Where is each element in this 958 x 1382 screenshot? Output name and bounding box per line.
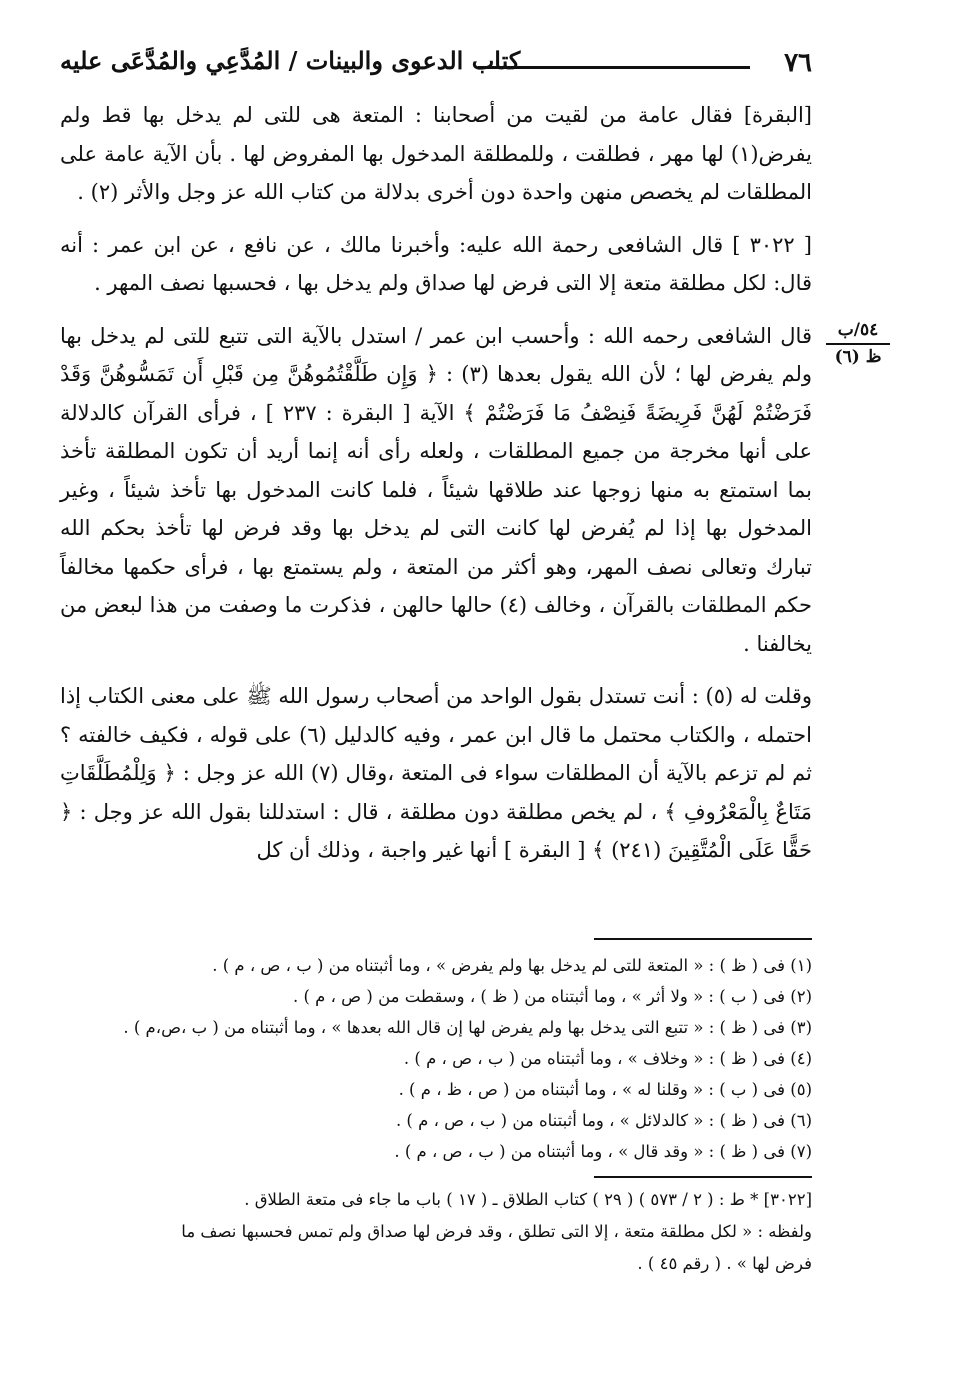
paragraph-shafii-commentary: قال الشافعى رحمه الله : وأحسب ابن عمر / استدل بالآية التى تتبع للتى لم يدخل بها ولم يفرض لها ؛ لأن الله يقول بعدها (٣) : ﴿ وَإِن طَلَّقْتُمُوهُنَّ مِن قَبْلِ أَن تَمَسُّوهُنَّ وَقَدْ فَرَضْتُمْ لَهُنَّ فَرِيضَةً فَنِصْفُ مَا فَرَضْتُمْ ﴾ الآية [ البقرة : ٢٣٧ ] ، فرأى القرآن كالدلالة على أنها مخرجة من جميع المطلقات ، ولعله رأى أنه إنما أريد أن تكون المطلقة تأخذ بما استمتع به منها زوجها عند طلاقها شيئاً ، فلما كانت المدخول بها تأخذ شيئاً ، وغير المدخول بها إذا لم يُفرض لها كانت التى لم يدخل بها وقد فرض لها تأخذ بحكم الله تبارك وتعالى نصف المهر، وهو أكثر من المتعة ، ولم يستمتع بها ، فرأى حكمها مخالفاً حكم المطلقات بالقرآن ، وخالف (٤) حالها حالهن ، فذكرت ما وصفت من هذا لبعض من يخالفنا . (60, 323, 813, 656)
page-header (60, 44, 812, 84)
folio-marker: ٥٤/ب (826, 318, 890, 345)
footnote: (١) فى ( ظ ) : « المتعة للتى لم يدخل بها ولم يفرض » ، وما أثبتناه من ( ب ، ص ، م ) . (212, 956, 812, 975)
source-line: [٣٠٢٢] * ط : ( ٢ / ٥٧٣ ) ( ٢٩ ) كتاب الطلاق ـ ( ١٧ ) باب ما جاء فى متعة الطلاق . (244, 1190, 812, 1209)
main-text (60, 96, 812, 880)
manuscript-margin-note (826, 318, 890, 369)
footnote: (٧) فى ( ظ ) : « وقد قال » ، وما أثبتناه من ( ب ، ص ، م ) . (394, 1142, 812, 1161)
paragraph-hadith-3022: [ ٣٠٢٢ ] قال الشافعى رحمة الله عليه: وأخبرنا مالك ، عن نافع ، عن ابن عمر : أنه قال: لكل مطلقة متعة إلا التى فرض لها صداق ولم يدخل بها ، فحسبها نصف المهر . (60, 232, 812, 295)
footnote-rule (594, 938, 812, 940)
source-line: فرض لها » . ( رقم ٤٥ ) . (637, 1254, 812, 1273)
running-title: كتاب الدعوى والبينات / المُدَّعِي والمُدَّعَى عليه (60, 46, 521, 75)
page-number: ٧٦ (784, 48, 812, 78)
paragraph-discussion: وقلت له (٥) : أنت تستدل بقول الواحد من أصحاب رسول الله ﷺ على معنى الكتاب إذا احتمله ، والكتاب محتمل ما قال ابن عمر ، وفيه كالدليل (٦) على قوله ، فكيف خالفته ؟ ثم لم تزعم بالآية أن المطلقات سواء فى المتعة ،وقال (٧) الله عز وجل : ﴿ وَلِلْمُطَلَّقَاتِ مَتَاعٌ بِالْمَعْرُوفِ ﴾ ، لم يخص مطلقة دون مطلقة ، قال : استدللنا بقول الله عز وجل : ﴿ حَقًّا عَلَى الْمُتَّقِينَ (٢٤١) ﴾ [ البقرة ] أنها غير واجبة ، وذلك أن كل (60, 684, 812, 862)
footnote: (٥) فى ( ب ) : « وقلنا له » ، وما أثبتناه من ( ص ، ظ ، م ) . (398, 1080, 812, 1099)
footnote: (٢) فى ( ب ) : « ولا أثر » ، وما أثبتناه من ( ظ ) ، وسقطت من ( ص ، م ) . (292, 987, 812, 1006)
source-note (60, 1184, 812, 1280)
footnote: (٣) فى ( ظ ) : « تتبع التى يدخل بها ولم يفرض لها إن قال الله بعدها » ، وما أثبتناه من ( ب ،ص،م ) . (123, 1018, 812, 1037)
paragraph-1: [البقرة] فقال عامة من لقيت من أصحابنا : المتعة هى للتى لم يدخل بها قط ولم يفرض(١) لها مهر ، فطلقت ، وللمطلقة المدخول بها المفروض لها . بأن الآية عامة على المطلقات لم يخصص منهن واحدة دون أخرى بدلالة من كتاب الله عز وجل والأثر (٢) . (60, 103, 812, 204)
footnotes (60, 950, 812, 1167)
source-line: ولفظه : « لكل مطلقة متعة ، إلا التى تطلق ، وقد فرض لها صداق ولم تمس فحسبها نصف ما (181, 1222, 812, 1241)
footnote: (٤) فى ( ظ ) : « وخلاف » ، وما أثبتناه من ( ب ، ص ، م ) . (403, 1049, 812, 1068)
manuscript-marker: ظ (٦) (834, 347, 882, 367)
footnote: (٦) فى ( ظ ) : « كالدلائل » ، وما أثبتناه من ( ب ، ص ، م ) . (395, 1111, 812, 1130)
source-rule (594, 1176, 812, 1178)
